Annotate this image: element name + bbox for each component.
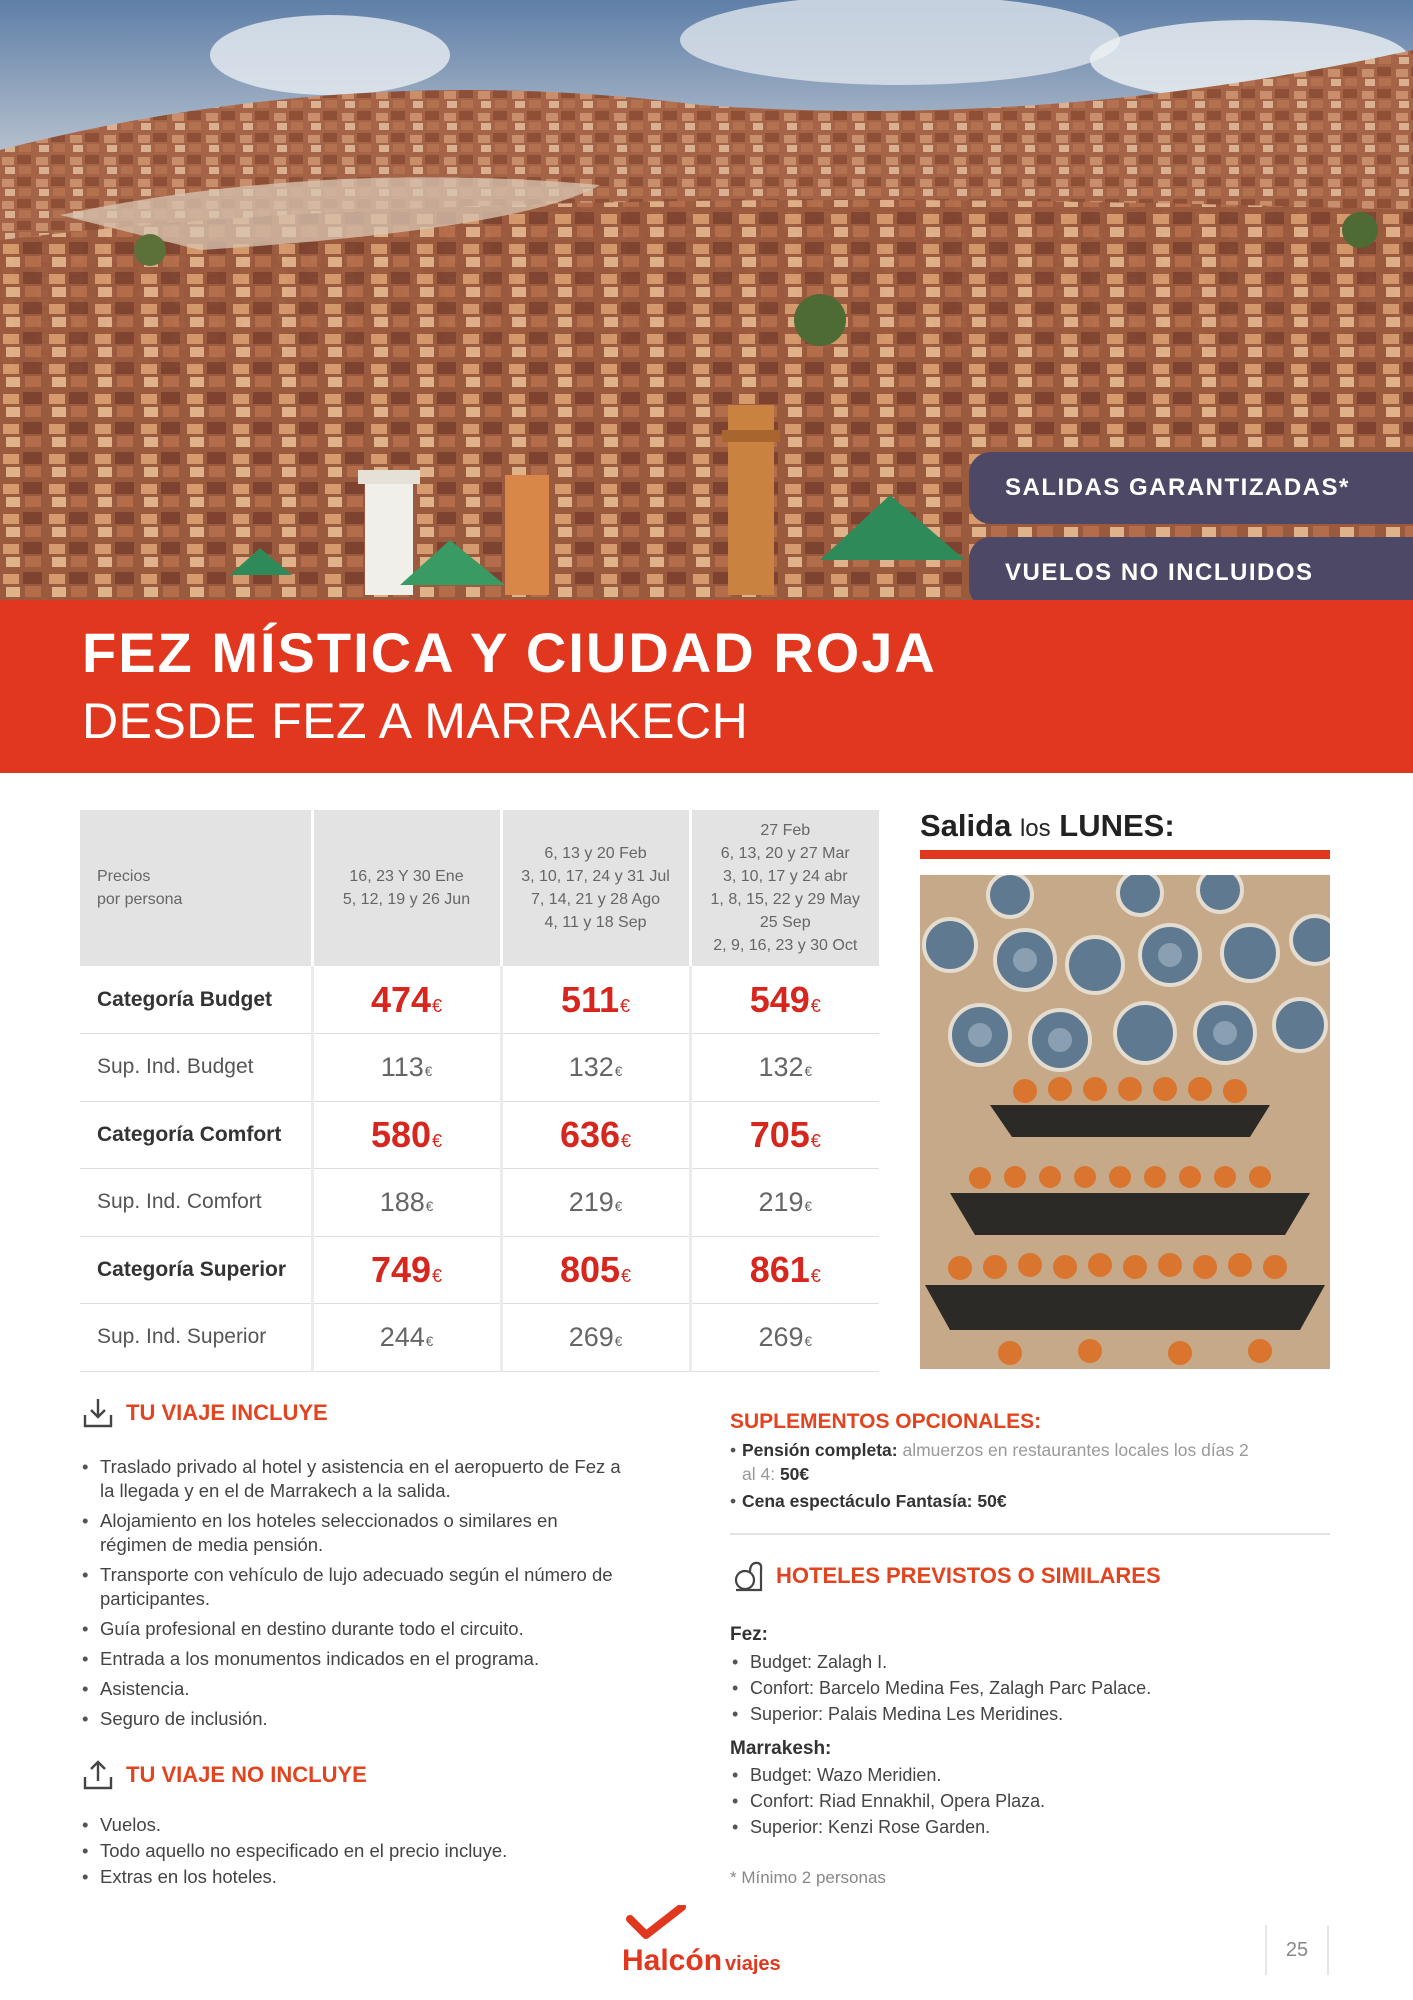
- excludes-title: TU VIAJE NO INCLUYE: [126, 1762, 367, 1787]
- marrakesh-hotels: [730, 1763, 1330, 1841]
- brand-wordmark: [622, 1944, 781, 1978]
- list-item: • Superior: Kenzi Rose Garden.: [730, 1815, 1330, 1839]
- supplement-label: Cena espectáculo Fantasía:: [742, 1491, 973, 1511]
- list-item: • Budget: Wazo Meridien.: [730, 1763, 1330, 1787]
- page-title: FEZ MÍSTICA Y CIUDAD ROJA: [82, 621, 937, 684]
- list-item: • Confort: Riad Ennakhil, Opera Plaza.: [730, 1789, 1330, 1813]
- table-row-superior: [80, 1236, 879, 1304]
- currency-symbol: €: [425, 1333, 434, 1349]
- header-dates-col1: [312, 810, 501, 966]
- table-row-sup-comfort: [80, 1169, 879, 1237]
- currency-symbol: €: [804, 1333, 813, 1349]
- includes-list: [80, 1455, 690, 1737]
- checkmark-logo-icon: [626, 1905, 686, 1943]
- item-line: la llegada y en el de Marrakech a la salida.: [100, 1480, 451, 1501]
- list-item: [80, 1563, 690, 1611]
- price-cell: [501, 1034, 690, 1102]
- supplements-title: SUPLEMENTOS OPCIONALES:: [730, 1410, 1042, 1433]
- supplement-price: 50€: [977, 1491, 1007, 1511]
- table-row-sup-superior: [80, 1304, 879, 1372]
- date-line: 27 Feb: [760, 822, 811, 839]
- supplement-desc: almuerzos en restaurantes locales los días 2: [902, 1440, 1249, 1460]
- table-row-comfort: [80, 1101, 879, 1169]
- price-value: 705: [749, 1113, 810, 1155]
- salida-los: los: [1019, 815, 1051, 842]
- price-cell: [312, 1304, 501, 1372]
- price-value: 269: [568, 1321, 614, 1352]
- price-value: 113: [380, 1051, 424, 1082]
- table-row-sup-budget: [80, 1034, 879, 1102]
- price-value: 132: [758, 1051, 804, 1082]
- list-item: • Entrada a los monumentos indicados en el programa.: [80, 1647, 690, 1671]
- currency-symbol: €: [614, 1333, 623, 1349]
- title-band: [0, 600, 1413, 773]
- price-cell: [690, 1304, 879, 1372]
- excludes-heading: [80, 1757, 367, 1793]
- currency-symbol: €: [614, 1198, 623, 1214]
- price-value: 474: [370, 978, 432, 1020]
- date-line: 25 Sep: [759, 914, 811, 931]
- supplement-label: Pensión completa:: [742, 1440, 898, 1460]
- currency-symbol: €: [810, 1130, 821, 1151]
- pottery-photo: [920, 875, 1330, 1369]
- table-row-budget: [80, 966, 879, 1034]
- fez-hotels: [730, 1650, 1330, 1728]
- hero-photo: [0, 0, 1413, 600]
- salida-word: Salida: [920, 808, 1012, 843]
- list-item: • Superior: Palais Medina Les Meridines.: [730, 1702, 1330, 1726]
- list-item: • Asistencia.: [80, 1677, 690, 1701]
- header-dates-col2: [501, 810, 690, 966]
- price-cell: [312, 966, 501, 1034]
- supplement-pension: [730, 1438, 1330, 1486]
- currency-symbol: €: [804, 1198, 813, 1214]
- badge-salidas-garantizadas: SALIDAS GARANTIZADAS*: [969, 452, 1413, 524]
- item-line: participantes.: [100, 1588, 211, 1609]
- brand-sub: viajes: [725, 1953, 781, 1975]
- list-item: • Budget: Zalagh I.: [730, 1650, 1330, 1674]
- brand-name: Halcón: [622, 1944, 723, 1977]
- page-number: 25: [1265, 1925, 1329, 1975]
- currency-symbol: €: [804, 1063, 813, 1079]
- city-marrakesh: Marrakesh:: [730, 1738, 832, 1759]
- row-label: Sup. Ind. Superior: [80, 1304, 312, 1372]
- price-value: 511: [560, 978, 620, 1020]
- price-value: 269: [758, 1321, 804, 1352]
- price-cell: [501, 1304, 690, 1372]
- list-item: • Confort: Barcelo Medina Fes, Zalagh Parc Palace.: [730, 1676, 1330, 1700]
- price-table: [80, 810, 879, 1372]
- date-line: 6, 13 y 20 Feb: [544, 845, 647, 862]
- price-value: 805: [559, 1248, 621, 1290]
- excludes-list: [80, 1813, 690, 1891]
- currency-symbol: €: [614, 1063, 623, 1079]
- item-line: Alojamiento en los hoteles seleccionados o similares en: [100, 1510, 558, 1531]
- price-value: 861: [749, 1248, 810, 1290]
- price-value: 219: [568, 1186, 614, 1217]
- header-label-line: por persona: [97, 891, 183, 908]
- price-cell: [690, 1236, 879, 1304]
- price-value: 549: [749, 978, 810, 1020]
- price-value: 636: [559, 1113, 621, 1155]
- currency-symbol: €: [432, 995, 443, 1016]
- price-cell: [312, 1169, 501, 1237]
- footnote: * Mínimo 2 personas: [730, 1868, 886, 1887]
- list-item: • Vuelos.: [80, 1813, 690, 1837]
- price-cell: [312, 1236, 501, 1304]
- supplement-price: 50€: [779, 1464, 810, 1484]
- pottery-wall-illustration: [920, 875, 1330, 1369]
- price-cell: [690, 1169, 879, 1237]
- row-label: Sup. Ind. Comfort: [80, 1169, 312, 1237]
- price-cell: [501, 1101, 690, 1169]
- currency-symbol: €: [810, 1265, 821, 1286]
- price-cell: [312, 1101, 501, 1169]
- list-item: [80, 1509, 690, 1557]
- row-label: Categoría Superior: [80, 1236, 312, 1304]
- currency-symbol: €: [432, 1265, 443, 1286]
- date-line: 7, 14, 21 y 28 Ago: [531, 891, 660, 908]
- price-value: 580: [370, 1113, 432, 1155]
- row-label: Categoría Budget: [80, 966, 312, 1034]
- currency-symbol: €: [425, 1198, 434, 1214]
- item-line: régimen de media pensión.: [100, 1534, 324, 1555]
- price-table-header: [80, 810, 879, 966]
- price-cell: [690, 1034, 879, 1102]
- download-icon: [80, 1395, 116, 1431]
- hotel-bell-icon: [730, 1558, 766, 1594]
- row-label: Categoría Comfort: [80, 1101, 312, 1169]
- price-value: 188: [379, 1186, 425, 1217]
- price-cell: [501, 1169, 690, 1237]
- header-dates-col3: [690, 810, 879, 966]
- list-item: • Todo aquello no especificado en el precio incluye.: [80, 1839, 690, 1863]
- currency-symbol: €: [621, 1130, 632, 1151]
- date-line: 1, 8, 15, 22 y 29 May: [710, 891, 860, 908]
- includes-title: TU VIAJE INCLUYE: [126, 1400, 328, 1425]
- list-item: • Extras en los hoteles.: [80, 1865, 690, 1889]
- price-value: 132: [568, 1051, 614, 1082]
- list-item: • Seguro de inclusión.: [80, 1707, 690, 1731]
- header-label-line: Precios: [97, 868, 151, 885]
- departure-day-heading: [920, 808, 1175, 844]
- date-line: 2, 9, 16, 23 y 30 Oct: [713, 937, 858, 954]
- price-cell: [312, 1034, 501, 1102]
- price-cell: [501, 966, 690, 1034]
- salida-day: LUNES:: [1059, 808, 1175, 843]
- date-line: 3, 10, 17 y 24 abr: [722, 868, 848, 885]
- supplements-list: [730, 1438, 1330, 1516]
- date-line: 16, 23 Y 30 Ene: [349, 868, 464, 885]
- hotels-title: HOTELES PREVISTOS O SIMILARES: [776, 1563, 1161, 1588]
- currency-symbol: €: [621, 1265, 632, 1286]
- currency-symbol: €: [620, 995, 631, 1016]
- supplement-desc: al 4:: [742, 1464, 776, 1484]
- upload-icon: [80, 1757, 116, 1793]
- supplement-cena: [730, 1489, 1330, 1513]
- includes-heading: [80, 1395, 328, 1431]
- item-line: Transporte con vehículo de lujo adecuado según el número de: [100, 1564, 613, 1585]
- section-divider: [730, 1533, 1330, 1535]
- date-line: 4, 11 y 18 Sep: [544, 914, 647, 931]
- header-precios: [80, 810, 312, 966]
- date-line: 3, 10, 17, 24 y 31 Jul: [521, 868, 670, 885]
- item-line: Traslado privado al hotel y asistencia en el aeropuerto de Fez a: [100, 1456, 621, 1477]
- list-item: • Guía profesional en destino durante todo el circuito.: [80, 1617, 690, 1641]
- date-line: 5, 12, 19 y 26 Jun: [342, 891, 471, 908]
- badge-vuelos-no-incluidos: VUELOS NO INCLUIDOS: [969, 537, 1413, 600]
- date-line: 6, 13, 20 y 27 Mar: [720, 845, 850, 862]
- list-item: [80, 1455, 690, 1503]
- currency-symbol: €: [432, 1130, 443, 1151]
- currency-symbol: €: [810, 995, 821, 1016]
- price-cell: [690, 1101, 879, 1169]
- price-value: 244: [379, 1321, 425, 1352]
- hotels-heading: [730, 1558, 1161, 1594]
- city-fez: Fez:: [730, 1624, 768, 1645]
- price-cell: [501, 1236, 690, 1304]
- price-value: 749: [370, 1248, 432, 1290]
- price-value: 219: [758, 1186, 804, 1217]
- price-cell: [690, 966, 879, 1034]
- row-label: Sup. Ind. Budget: [80, 1034, 312, 1102]
- accent-rule: [920, 850, 1330, 859]
- page-subtitle: DESDE FEZ A MARRAKECH: [82, 693, 749, 749]
- currency-symbol: €: [424, 1063, 433, 1079]
